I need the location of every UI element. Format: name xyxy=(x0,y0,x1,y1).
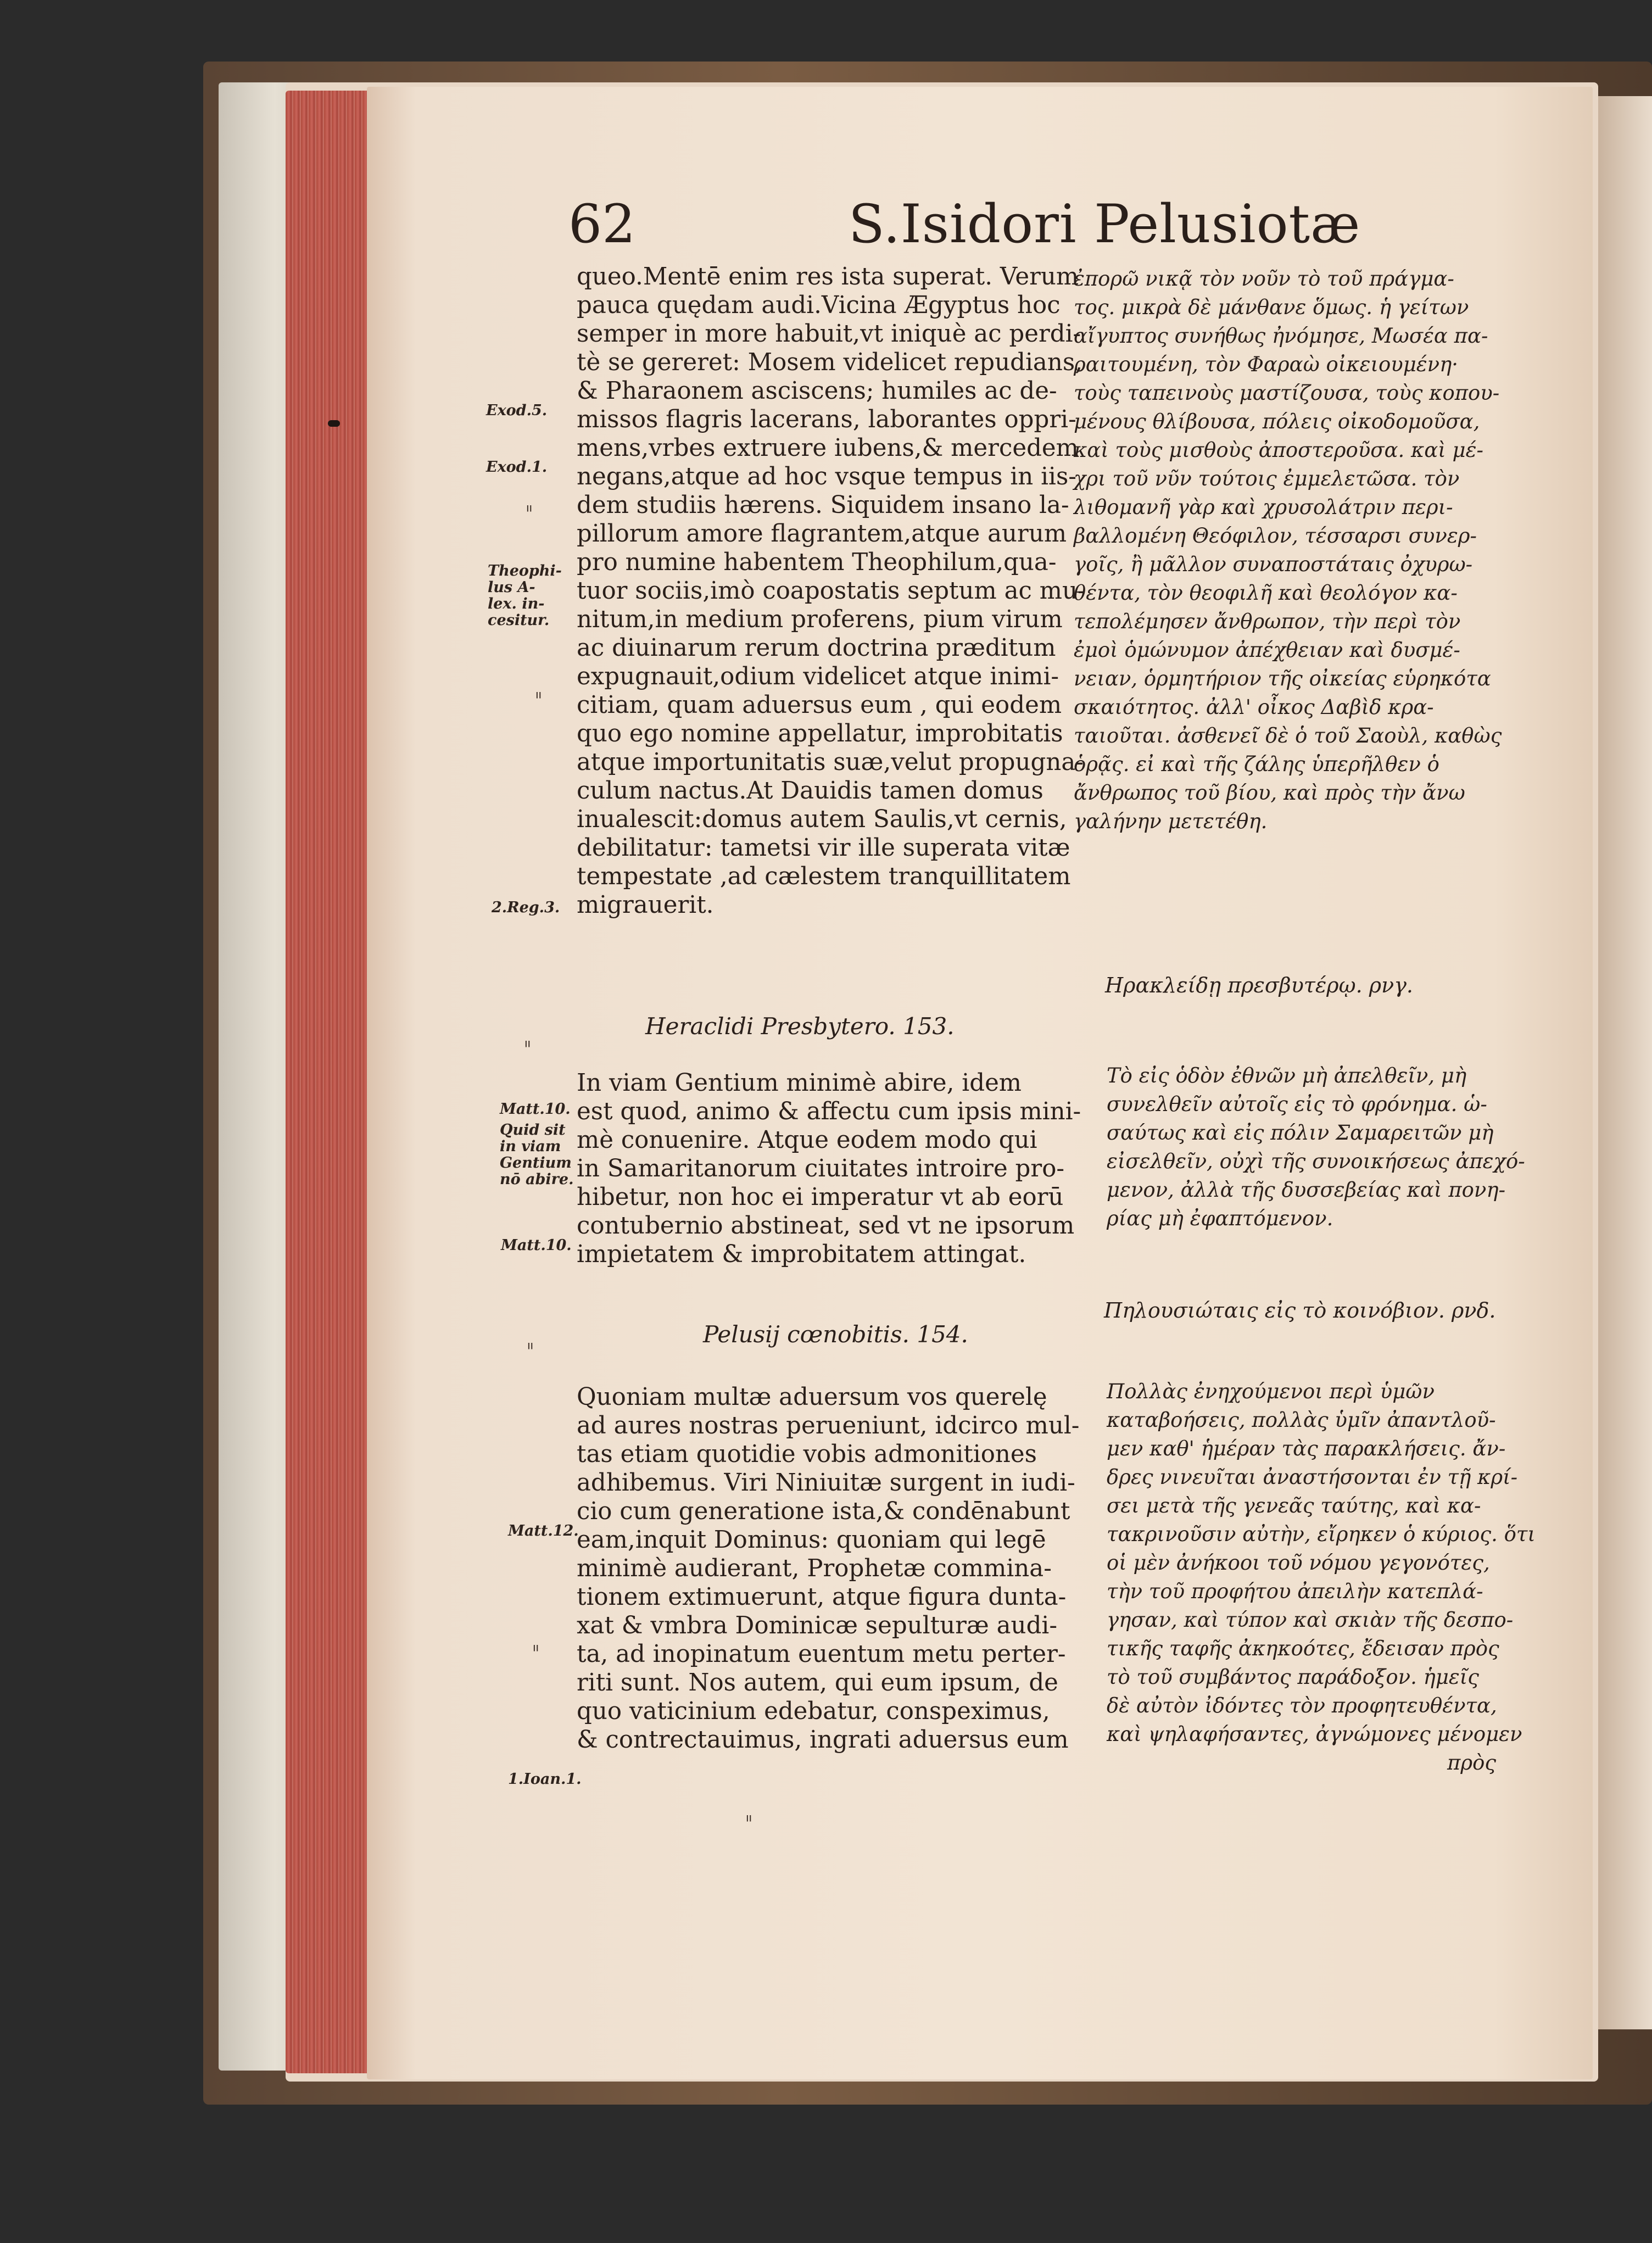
text-line: expugnauit,odium videlicet atque inimi- xyxy=(577,663,1059,690)
text-line: μενον, ἀλλὰ τῆς δυσσεβείας καὶ πονη- xyxy=(1107,1178,1506,1202)
text-line: τὸ τοῦ συμβάντος παράδοξον. ἡμεῖς xyxy=(1107,1665,1479,1689)
text-line: τοὺς ταπεινοὺς μαστίζουσα, τοὺς κοπου- xyxy=(1074,381,1500,405)
text-line: tè se gereret: Mosem videlicet repudians, xyxy=(577,349,1083,376)
text-line: πρὸς xyxy=(1447,1751,1497,1775)
text-line: queo.Mentē enim res ista superat. Verum xyxy=(577,263,1079,291)
latin-heading-154: Pelusij cœnobitis. 154. xyxy=(703,1321,968,1348)
text-line: ἐπορῶ νικᾷ τὸν νοῦν τὸ τοῦ πράγμα- xyxy=(1074,267,1454,291)
text-line: χρι τοῦ νῦν τούτοις ἐμμελετῶσα. τὸν xyxy=(1074,467,1460,490)
margin-line: lex. in- xyxy=(488,595,545,612)
text-line: tionem extimuerunt, atque figura dunta- xyxy=(577,1583,1067,1611)
printers-mark: ᐦ xyxy=(527,1340,533,1358)
text-line: nitum,in medium proferens, pium virum xyxy=(577,606,1063,633)
margin-note-matt12: Matt.12. xyxy=(508,1522,579,1539)
text-line: contubernio abstineat, sed vt ne ipsorum xyxy=(577,1212,1075,1240)
text-line: pillorum amore flagrantem,atque aurum xyxy=(577,520,1067,548)
margin-line: in viam xyxy=(500,1138,561,1155)
text-line: αἴγυπτος συνήθως ἠνόμησε, Μωσέα πα- xyxy=(1074,324,1488,348)
latin-letter-153 xyxy=(577,1069,1081,1269)
text-line: σαύτως καὶ εἰς πόλιν Σαμαρειτῶν μὴ xyxy=(1107,1121,1494,1145)
printers-mark: ᐦ xyxy=(526,503,532,521)
text-line: μένους θλίβουσα, πόλεις οἰκοδομοῦσα, xyxy=(1074,410,1480,433)
text-line: mè conuenire. Atque eodem modo qui xyxy=(577,1126,1037,1154)
latin-column-main xyxy=(577,263,1086,919)
text-line: est quod, animo & affectu cum ipsis mini- xyxy=(577,1098,1081,1125)
text-line: quo vaticinium edebatur, conspeximus, xyxy=(577,1698,1050,1725)
greek-letter-154 xyxy=(1107,1377,1536,1777)
margin-line: Theophi- xyxy=(488,562,562,579)
text-line: hibetur, non hoc ei imperatur vt ab eorū xyxy=(577,1184,1064,1211)
text-line: τεπολέμησεν ἄνθρωπον, τὴν περὶ τὸν xyxy=(1074,610,1461,633)
margin-note-matt10b: Matt.10. xyxy=(501,1237,572,1254)
text-line: adhibemus. Viri Niniuitæ surgent in iudi- xyxy=(577,1469,1075,1497)
text-line: Quoniam multæ aduersum vos querelę xyxy=(577,1383,1047,1411)
text-line: xat & vmbra Dominicæ sepulturæ audi- xyxy=(577,1612,1058,1639)
text-line: semper in more habuit,vt iniquè ac perdi- xyxy=(577,320,1081,348)
text-line: τικῆς ταφῆς ἀκηκοότες, ἔδεισαν πρὸς xyxy=(1107,1637,1499,1660)
margin-note-quid-sit xyxy=(500,1122,573,1188)
text-line: ta, ad inopinatum euentum metu perter- xyxy=(577,1641,1066,1668)
text-line: βαλλομένη Θεόφιλον, τέσσαρσι συνερ- xyxy=(1074,524,1477,548)
text-line: minimè audierant, Prophetæ commina- xyxy=(577,1555,1052,1582)
text-line: σκαιότητος. ἀλλ' οἶκος Δαβὶδ κρα- xyxy=(1074,695,1434,719)
text-line: tuor sociis,imò coapostatis septum ac mu- xyxy=(577,577,1086,605)
text-line: in Samaritanorum ciuitates introire pro- xyxy=(577,1155,1065,1182)
text-line: ad aures nostras perueniunt, idcirco mul- xyxy=(577,1412,1080,1439)
margin-note-exod1: Exod.1. xyxy=(486,459,548,476)
margin-line: cesitur. xyxy=(488,612,550,629)
text-line: migrauerit. xyxy=(577,891,714,919)
text-line: θέντα, τὸν θεοφιλῆ καὶ θεολόγον κα- xyxy=(1074,581,1458,605)
greek-column-main xyxy=(1074,265,1502,836)
text-line: ταιοῦται. ἀσθενεῖ δὲ ὁ τοῦ Σαοὺλ, καθὼς xyxy=(1074,724,1502,747)
text-line: pauca quędam audi.Vicina Ægyptus hoc xyxy=(577,292,1061,319)
text-line: μεν καθ' ἡμέραν τὰς παρακλήσεις. ἄν- xyxy=(1107,1437,1506,1460)
printers-mark: ᐦ xyxy=(533,1642,539,1660)
facing-page-edge xyxy=(1598,96,1652,2029)
text-line: τος. μικρὰ δὲ μάνθανε ὅμως. ἡ γείτων xyxy=(1074,295,1469,319)
text-line: dem studiis hærens. Siquidem insano la- xyxy=(577,492,1069,519)
margin-line: Quid sit xyxy=(500,1122,566,1139)
text-line: τὴν τοῦ προφήτου ἀπειλὴν κατεπλά- xyxy=(1107,1580,1483,1603)
printers-mark: ᐦ xyxy=(746,1812,752,1831)
text-line: καὶ ψηλαφήσαντες, ἀγνώμονες μένομεν xyxy=(1107,1722,1522,1746)
text-line: ραιτουμένη, τὸν Φαραὼ οἰκειουμένη· xyxy=(1074,353,1459,376)
text-line: & contrectauimus, ingrati aduersus eum xyxy=(577,1726,1069,1754)
text-line: Τὸ εἰς ὁδὸν ἐθνῶν μὴ ἀπελθεῖν, μὴ xyxy=(1107,1064,1467,1087)
text-line: impietatem & improbitatem attingat. xyxy=(577,1241,1026,1268)
text-line: In viam Gentium minimè abire, idem xyxy=(577,1069,1022,1097)
printers-mark: ᐦ xyxy=(524,1038,531,1056)
text-line: σει μετὰ τῆς γενεᾶς ταύτης, καὶ κα- xyxy=(1107,1494,1481,1517)
text-line: debilitatur: tametsi vir ille superata vitæ xyxy=(577,834,1070,862)
text-line: missos flagris lacerans, laborantes oppri- xyxy=(577,406,1076,433)
printers-mark: ᐦ xyxy=(535,689,542,707)
margin-line: Gentium xyxy=(500,1154,572,1171)
text-line: tempestate ,ad cælestem tranquillitatem xyxy=(577,863,1071,890)
text-line: οἱ μὲν ἀνήκοοι τοῦ νόμου γεγονότες, xyxy=(1107,1551,1490,1575)
text-line: λιθομανῆ γὰρ καὶ χρυσολάτριν περι- xyxy=(1074,495,1453,519)
text-line: νειαν, ὁρμητήριον τῆς οἰκείας εὑρηκότα xyxy=(1074,667,1491,690)
text-line: pro numine habentem Theophilum,qua- xyxy=(577,549,1057,576)
text-line: ρίας μὴ ἐφαπτόμενον. xyxy=(1107,1207,1333,1230)
text-line: mens,vrbes extruere iubens,& mercedem xyxy=(577,434,1079,462)
margin-note-theophilus xyxy=(488,563,562,629)
text-line: negans,atque ad hoc vsque tempus in iis- xyxy=(577,463,1076,490)
margin-note-reg3: 2.Reg.3. xyxy=(492,899,560,916)
text-line: atque importunitatis suæ,velut propugna- xyxy=(577,749,1084,776)
text-line: γαλήνην μετετέθη. xyxy=(1074,810,1268,833)
text-line: ὁρᾷς. εἰ καὶ τῆς ζάλης ὑπερῆλθεν ὁ xyxy=(1074,752,1439,776)
text-line: γησαν, καὶ τύπον καὶ σκιὰν τῆς δεσπο- xyxy=(1107,1608,1514,1632)
margin-line: nō abire. xyxy=(500,1171,574,1188)
latin-heading-153: Heraclidi Presbytero. 153. xyxy=(645,1013,955,1040)
text-line: ac diuinarum rerum doctrina præditum xyxy=(577,634,1056,662)
text-line: tas etiam quotidie vobis admonitiones xyxy=(577,1441,1037,1468)
greek-heading-153: Ηρακλείδῃ πρεσβυτέρῳ. ρνγ. xyxy=(1105,973,1414,997)
text-line: ἄνθρωπος τοῦ βίου, καὶ πρὸς τὴν ἄνω xyxy=(1074,781,1465,805)
text-line: εἰσελθεῖν, οὐχὶ τῆς συνοικήσεως ἀπεχό- xyxy=(1107,1150,1525,1173)
page-number: 62 xyxy=(568,193,636,255)
text-line: γοῖς, ἢ μᾶλλον συναποστάταις ὀχυρω- xyxy=(1074,553,1473,576)
text-line: eam,inquit Dominus: quoniam qui legē xyxy=(577,1526,1046,1554)
text-line: ἐμοὶ ὁμώνυμον ἀπέχθειαν καὶ δυσμέ- xyxy=(1074,638,1460,662)
text-line: τακρινοῦσιν αὐτὴν, εἴρηκεν ὁ κύριος. ὅτι xyxy=(1107,1522,1536,1546)
margin-note-ioan1: 1.Ioan.1. xyxy=(508,1771,582,1788)
text-line: cio cum generatione ista,& condēnabunt xyxy=(577,1498,1070,1525)
text-line: culum nactus.At Dauidis tamen domus xyxy=(577,777,1043,805)
text-line: & Pharaonem asciscens; humiles ac de- xyxy=(577,377,1057,405)
latin-letter-154 xyxy=(577,1383,1079,1754)
text-line: citiam, quam aduersus eum , qui eodem xyxy=(577,691,1062,719)
greek-heading-154: Πηλουσιώταις εἰς τὸ κοινόβιον. ρνδ. xyxy=(1104,1298,1496,1323)
margin-line: lus A- xyxy=(488,579,535,596)
text-line: συνελθεῖν αὐτοῖς εἰς τὸ φρόνημα. ὡ- xyxy=(1107,1092,1487,1116)
text-line: quo ego nomine appellatur, improbitatis xyxy=(577,720,1063,747)
red-page-edges xyxy=(286,91,368,2073)
text-line: inualescit:domus autem Saulis,vt cernis, xyxy=(577,806,1067,833)
text-line: δὲ αὐτὸν ἰδόντες τὸν προφητευθέντα, xyxy=(1107,1694,1497,1717)
text-line: καὶ τοὺς μισθοὺς ἀποστεροῦσα. καὶ μέ- xyxy=(1074,438,1483,462)
running-head: S.Isidori Pelusiotæ xyxy=(849,193,1361,255)
text-line: καταβοήσεις, πολλὰς ὑμῖν ἀπαντλοῦ- xyxy=(1107,1408,1496,1432)
text-line: riti sunt. Nos autem, qui eum ipsum, de xyxy=(577,1669,1058,1697)
ink-speck xyxy=(328,420,340,427)
margin-note-matt10a: Matt.10. xyxy=(500,1101,571,1118)
text-line: Πολλὰς ἐνηχούμενοι περὶ ὑμῶν xyxy=(1107,1380,1435,1403)
margin-note-exod5: Exod.5. xyxy=(486,402,548,419)
greek-letter-153 xyxy=(1107,1062,1525,1233)
text-line: δρες νινευῖται ἀναστήσονται ἐν τῇ κρί- xyxy=(1107,1465,1518,1489)
